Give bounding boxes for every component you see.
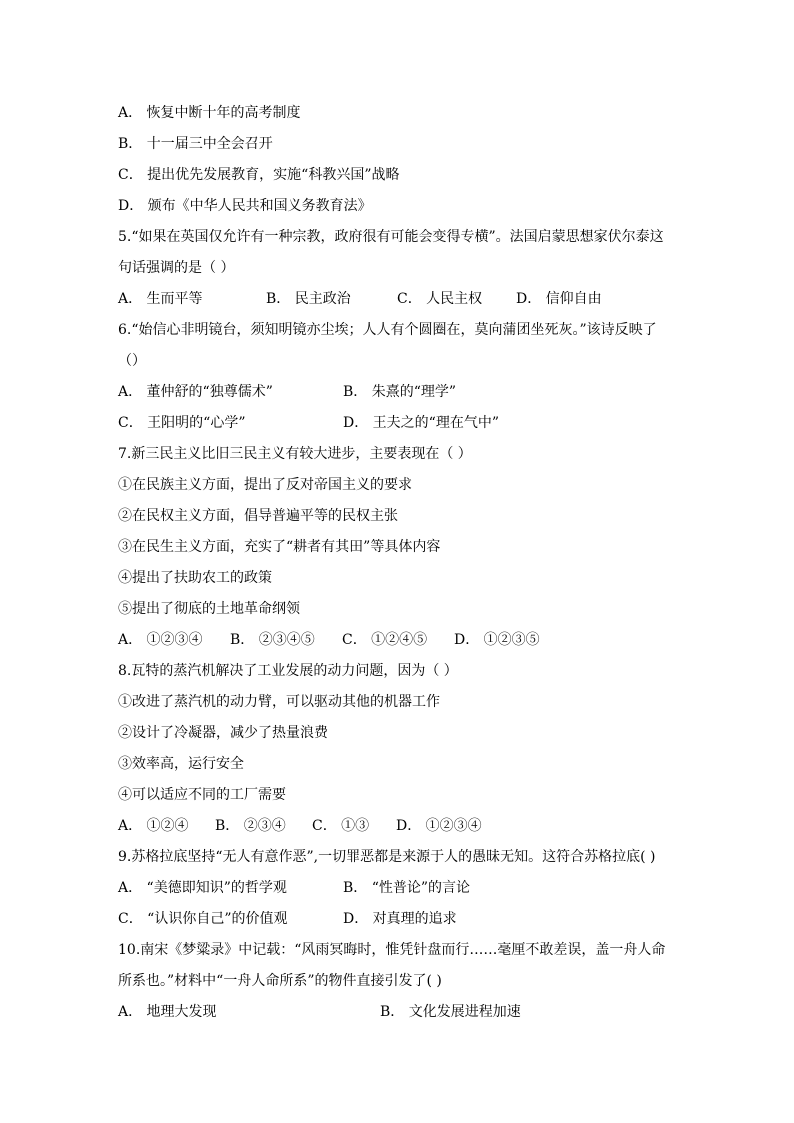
q8-item-3: ③效率高，运行安全 bbox=[118, 756, 244, 772]
q8-item-1: ①改进了蒸汽机的动力臂，可以驱动其他的机器工作 bbox=[118, 694, 440, 710]
q9-option-b: B． “性普论”的言论 bbox=[343, 880, 471, 896]
q8-option-a: A． ①②④ bbox=[118, 818, 189, 834]
q4-option-c: C． 提出优先发展教育，实施“科教兴国”战略 bbox=[118, 167, 400, 183]
q8-option-c: C． ①③ bbox=[312, 818, 370, 834]
q5-option-b: B． 民主政治 bbox=[266, 291, 351, 307]
q10-option-a: A． 地理大发现 bbox=[118, 1004, 217, 1020]
q6-stem-line1: 6.“始信心非明镜台，须知明镜亦尘埃；人人有个圆圈在，莫向蒲团坐死灰。”该诗反映了 bbox=[118, 322, 657, 338]
q8-options bbox=[118, 811, 698, 842]
q5-options bbox=[118, 284, 698, 315]
q5-stem-line2: 句话强调的是（ ） bbox=[118, 260, 235, 276]
q8-option-d: D． ①②③④ bbox=[396, 818, 482, 834]
exam-page bbox=[118, 98, 698, 1028]
q10-stem-line1: 10.南宋《梦粱录》中记载：“风雨冥晦时，惟凭针盘而行……毫厘不敢差误，盖一舟人命 bbox=[118, 942, 666, 958]
q7-stem: 7.新三民主义比旧三民主义有较大进步，主要表现在（ ） bbox=[118, 446, 472, 462]
q8-stem: 8.瓦特的蒸汽机解决了工业发展的动力问题，因为（ ） bbox=[118, 663, 458, 679]
q7-option-a: A． ①②③④ bbox=[118, 632, 203, 648]
q7-options bbox=[118, 625, 698, 656]
q7-option-c: C． ①②④⑤ bbox=[342, 632, 428, 648]
q6-option-a: A． 董仲舒的“独尊儒术” bbox=[118, 384, 273, 400]
q8-option-b: B． ②③④ bbox=[215, 818, 286, 834]
q9-option-c: C． “认识你自己”的价值观 bbox=[118, 911, 288, 927]
q10-options bbox=[118, 997, 698, 1028]
q8-item-4: ④可以适应不同的工厂需要 bbox=[118, 787, 286, 803]
q10-stem-line2: 所系也。”材料中“一舟人命所系”的物件直接引发了( ) bbox=[118, 973, 442, 989]
q5-option-c: C． 人民主权 bbox=[397, 291, 483, 307]
q9-options-row2 bbox=[118, 904, 698, 935]
q9-stem: 9.苏格拉底坚持“无人有意作恶”,一切罪恶都是来源于人的愚昧无知。这符合苏格拉底( ) bbox=[118, 849, 656, 865]
q7-option-d: D． ①②③⑤ bbox=[454, 632, 540, 648]
q9-options-row1 bbox=[118, 873, 698, 904]
q7-item-1: ①在民族主义方面，提出了反对帝国主义的要求 bbox=[118, 477, 412, 493]
q5-stem-line1: 5.“如果在英国仅允许有一种宗教，政府很有可能会变得专横”。法国启蒙思想家伏尔泰这 bbox=[118, 229, 664, 245]
q9-option-d: D． 对真理的追求 bbox=[343, 911, 457, 927]
q5-option-a: A． 生而平等 bbox=[118, 291, 203, 307]
q6-option-d: D． 王夫之的“理在气中” bbox=[343, 415, 499, 431]
q6-option-b: B． 朱熹的“理学” bbox=[343, 384, 457, 400]
q6-options-row2 bbox=[118, 408, 698, 439]
q5-option-d: D． 信仰自由 bbox=[516, 291, 602, 307]
q8-item-2: ②设计了冷凝器，减少了热量浪费 bbox=[118, 725, 328, 741]
q7-item-2: ②在民权主义方面，倡导普遍平等的民权主张 bbox=[118, 508, 398, 524]
q4-option-a: A． 恢复中断十年的高考制度 bbox=[118, 105, 301, 121]
q6-option-c: C． 王阳明的“心学” bbox=[118, 415, 246, 431]
q7-option-b: B． ②③④⑤ bbox=[230, 632, 315, 648]
q6-stem-line2: （） bbox=[118, 353, 146, 369]
q4-option-d: D． 颁布《中华人民共和国义务教育法》 bbox=[118, 198, 372, 214]
q10-option-b: B． 文化发展进程加速 bbox=[380, 1004, 521, 1020]
q6-options-row1 bbox=[118, 377, 698, 408]
q7-item-3: ③在民生主义方面，充实了“耕者有其田”等具体内容 bbox=[118, 539, 441, 555]
q9-option-a: A． “美德即知识”的哲学观 bbox=[118, 880, 287, 896]
q4-option-b: B． 十一届三中全会召开 bbox=[118, 136, 273, 152]
q7-item-4: ④提出了扶助农工的政策 bbox=[118, 570, 272, 586]
q7-item-5: ⑤提出了彻底的土地革命纲领 bbox=[118, 601, 300, 617]
